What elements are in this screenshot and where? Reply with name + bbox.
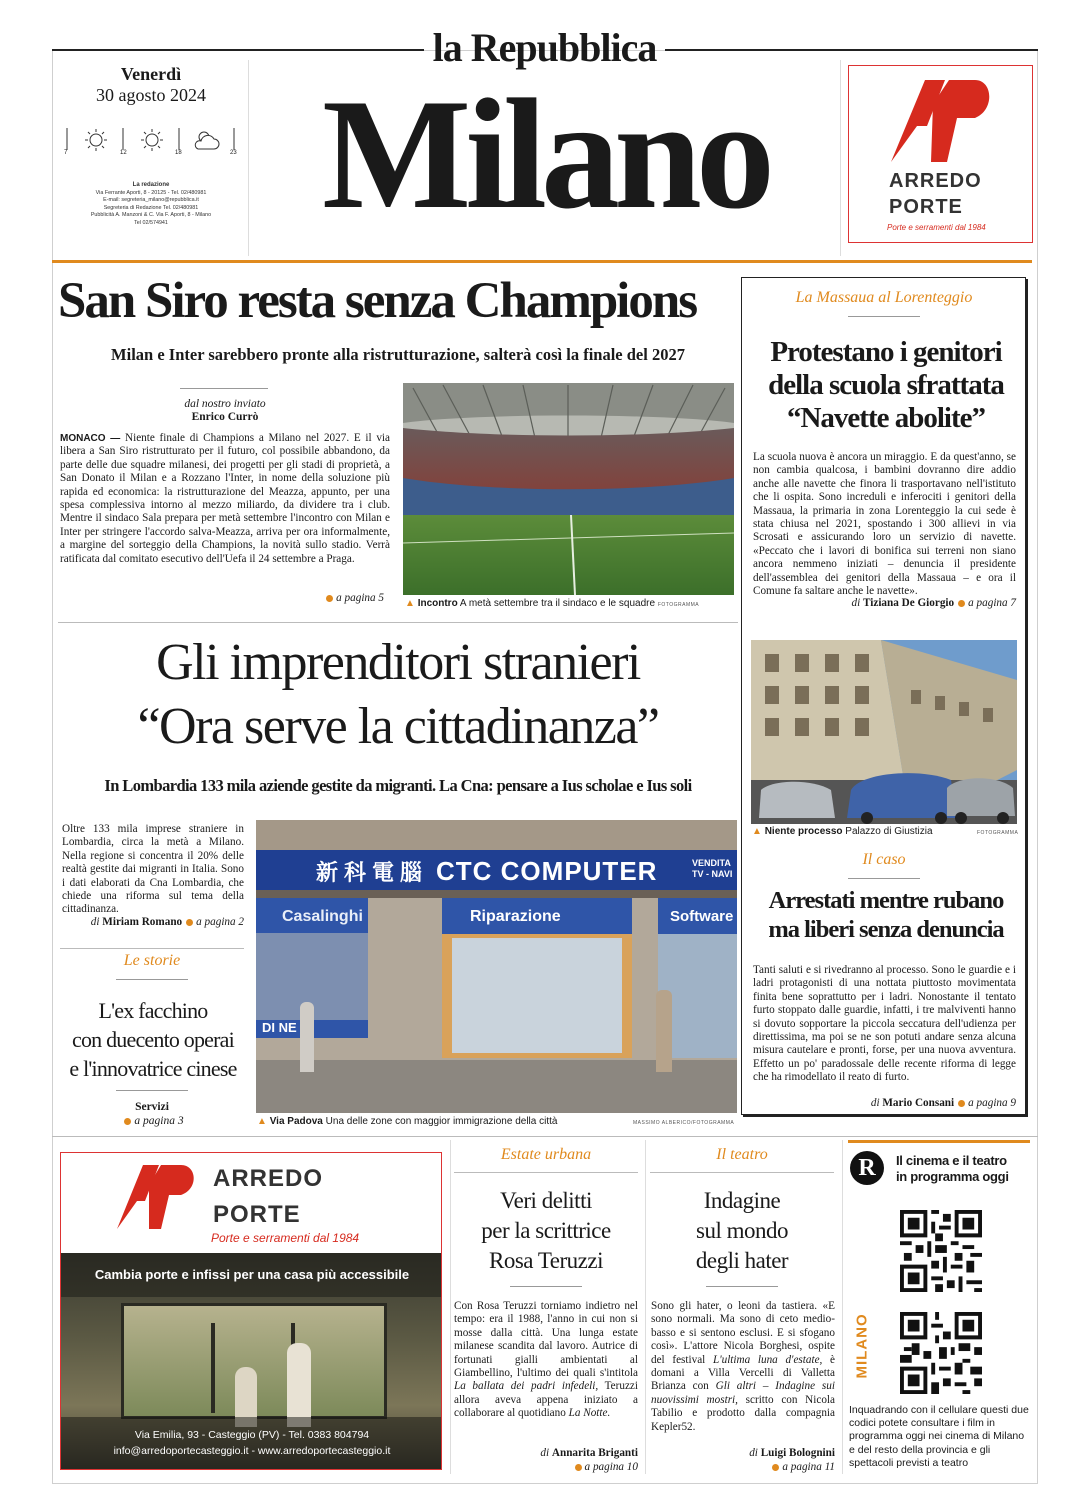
weather-strip: [64, 124, 240, 160]
qr-code-teatro-icon[interactable]: [900, 1312, 982, 1394]
lead-page-ref[interactable]: a pagina 5: [260, 592, 384, 604]
estate-kicker: Estate urbana: [500, 1146, 592, 1163]
ad-address: Via Emilia, 93 - Casteggio (PV) - Tel. 0383 804794: [134, 1429, 370, 1441]
brand-logo: la Repubblica: [432, 25, 657, 70]
lead-caption: ▲ Incontro A metà settembre tra il sindaco e le squadre FOTOGRAMMA: [405, 598, 700, 609]
shop-sign-chinese: 新科電腦: [316, 860, 429, 885]
city-title: Milano: [322, 67, 769, 242]
palazzo-caption: ▲ Niente processo Palazzo di Giustizia FOTOGRAMMA: [752, 826, 1019, 837]
repubblica-r-icon: R: [850, 1151, 884, 1185]
lead-subtitle: Milan e Inter sarebbero pronte alla ristrutturazione, salterà così la finale del 2027: [111, 345, 685, 364]
teatro-kicker: Il teatro: [716, 1146, 768, 1163]
sun-icon: [141, 129, 163, 151]
second-subtitle: In Lombardia 133 mila aziende gestite da migranti. La Cna: pensare a Ius scholae e Ius soli: [104, 776, 692, 795]
second-title-1[interactable]: Gli imprenditori stranieri: [156, 634, 640, 691]
weekday: Venerdì: [120, 64, 182, 84]
ad-brand-1: ARREDO: [213, 1165, 324, 1192]
second-byline[interactable]: di Miriam Romano a pagina 2: [90, 916, 244, 928]
qr-code-cinema-icon[interactable]: [900, 1210, 982, 1292]
cloud-sun-icon: [195, 132, 219, 149]
ad-web: info@arredoportecasteggio.it - www.arredoportecasteggio.it: [113, 1445, 391, 1457]
ad-tagline: Porte e serramenti dal 1984: [887, 223, 986, 232]
estate-byline[interactable]: di Annarita Briganti a pagina 10: [540, 1447, 638, 1473]
cinema-instructions: Inquadrando con il cellulare questi due codici potete consultare i film in programma oggi nei cinema di Milano e del resto della provincia e gli spettacoli previsti a teatro: [849, 1404, 1029, 1469]
ad-top[interactable]: [848, 65, 1033, 243]
caso-text: Tanti saluti e si rivedranno al processo. Sono le guardie e i ladri protagonisti di una nottata piuttosto movimentata finita bene soprattutto per i ladri. Nonostante il tentato furto stoppato dalle guardie, infatti, i tre malviventi hanno si dovuto sopportare la piccola seccatura dell'udienza per direttissima, ma poi se ne son potuti andare senza alcuna misura cautelare e pronti, forse, per una nuova avventura. Effetto un po' paradossale delle recente riforma di legge che ha rimodellato il reato di furto.: [753, 964, 1016, 1084]
cinema-heading: Il cinema e il teatro in programma oggi: [896, 1153, 1009, 1184]
massaua-title[interactable]: Protestano i genitori della scuola sfrattata “Navette abolite”: [768, 336, 1004, 434]
issue-date: 30 agosto 2024: [96, 85, 206, 105]
stories-title[interactable]: L'ex facchino con duecento operai e l'innovatrice cinese: [69, 998, 237, 1081]
teatro-byline[interactable]: di Luigi Bolognini a pagina 11: [749, 1447, 835, 1473]
shop-photo: [256, 820, 737, 1113]
second-title-2[interactable]: “Ora serve la cittadinanza”: [137, 698, 659, 755]
stories-ref[interactable]: Servizi a pagina 3: [60, 1100, 244, 1128]
redazione-box: La redazione Via Ferrante Aporti, 8 - 20125 - Tel. 02/480981 E-mail: segreteria_milano@repubblica.it Segreteria di Redazione Tel. 02/480981 Pubblicità A. Manzoni & C. Via F. Aporti, 8 - Milano Tel 02/574941: [90, 182, 212, 226]
shop-sign-vendita: VENDITA TV - NAVI: [692, 858, 733, 879]
shop-sign-ctc: CTC COMPUTER: [436, 856, 658, 886]
teatro-text: Sono gli hater, o leoni da tastiera. «E sono normali. Ma sono di ceto medio-basso e si sentono esclusi. E si sfogano così». L'attore Nicola Borghesi, ospite del festival L'ultima luna d'estate, è domani a Villa Vercelli di Valletta Brianza con Gli altri – Indagine sui nuovissimi mostri, scritto con Nicola Tabilio e prodotto dalla compagnia Kepler52.: [651, 1300, 835, 1433]
ad-brand-1: ARREDO: [889, 170, 982, 192]
lead-byline: dal nostro inviato Enrico Currò: [184, 398, 266, 423]
stadium-photo: [403, 383, 734, 595]
massaua-kicker: La Massaua al Lorenteggio: [795, 289, 973, 306]
ad-bottom[interactable]: [60, 1152, 442, 1470]
estate-title[interactable]: Veri delitti per la scrittrice Rosa Teruzzi: [481, 1188, 611, 1273]
shop-riparazione: Riparazione: [470, 908, 561, 925]
ad-brand-2: PORTE: [213, 1201, 301, 1228]
caso-byline[interactable]: di Mario Consani a pagina 9: [870, 1097, 1016, 1109]
ad-brand-2: PORTE: [889, 196, 963, 218]
sun-icon: [85, 129, 107, 151]
palazzo-photo: [751, 640, 1017, 824]
shop-caption: ▲ Via Padova Una delle zone con maggior immigrazione della città MASSIMO ALBERICO/FOTOGRAMMA: [257, 1116, 735, 1127]
shop-sign-partial: DI NE: [262, 1020, 297, 1035]
second-text: Oltre 133 mila imprese straniere in Lombardia, circa la metà a Milano. Nella regione si concentra il 20% delle realtà gestite dai migranti in Italia. Sono i dati elaborati da Cna Lombardia, che chiede una riforma sul tema della cittadinanza.: [62, 823, 244, 916]
shop-casalinghi: Casalinghi: [282, 908, 363, 925]
estate-text: Con Rosa Teruzzi torniamo indietro nel tempo: era il 1988, l'anno in cui non si mosse dalla città. Una lunga estate milanese scandita dal lavoro. Autrice di fortunati gialli ambientati al Giambellino, l'ultimo dei quali s'intitola La ballata dei padri infedeli, Teruzzi allora aveva appena iniziato a collaborare al quotidiano La Notte.: [454, 1300, 638, 1420]
caso-title[interactable]: Arrestati mentre rubano ma liberi senza denuncia: [768, 887, 1004, 943]
ad-tagline: Porte e serramenti dal 1984: [211, 1231, 360, 1245]
shop-software: Software: [670, 908, 734, 925]
arredo-porte-logo: [887, 74, 997, 166]
lead-title[interactable]: San Siro resta senza Champions: [58, 273, 697, 329]
massaua-text: La scuola nuova è ancora un miraggio. E da quest'anno, se non cambia qualcosa, i bambini dovranno dire addio anche alle navette che finora li trasportavano nell'istituto che li ospita. Sono increduli e inferociti i genitori della Massaua, la primaria in zona Lorenteggio la cui sede è stata chiusa nel 2021, spostando i 300 allievi in via Scrosati e assicurando loro un servizio di navette. «Peccato che i lavori di bonifica sui terreni non siano ancora nemmeno iniziati – denuncia il presidente dell'assemblea dei genitori della Massaua – e ora il Comune fa saltare anche le navette».: [753, 451, 1016, 598]
lead-text: MONACO — Niente finale di Champions a Milano nel 2027. E il via libera a San Siro ristrutturato per il futuro, col possibile abbandono, da parte delle due squadre milanesi, dei progetti per gli stadi di proprietà, a San Donato il Milan e a Rozzano l'Inter, in nome della soluzione più rapida ed economica: la ristrutturazione del Meazza, appunto, per una spesa complessiva intorno al mezzo miliardo, da dividere tra i club. Mentre il sindaco Sala prepara per metà settembre l'incontro con Milan e Inter per stringere l'accordo salva-Meazza, arriva per ora informalmente, a margine del sorteggio della Champions, la novità sullo stadio. Verrà ratificata dal comitato esecutivo dell'Uefa il 24 settembre a Praga.: [60, 432, 391, 565]
stories-kicker: Le storie: [123, 952, 181, 969]
massaua-byline[interactable]: di Tiziana De Giorgio a pagina 7: [851, 597, 1016, 609]
caso-kicker: Il caso: [862, 851, 906, 868]
date-box: [62, 64, 240, 106]
cinema-side-label: MILANO: [853, 1313, 871, 1379]
arredo-porte-logo: [115, 1161, 199, 1233]
teatro-title[interactable]: Indagine sul mondo degli hater: [695, 1188, 789, 1273]
ad-slogan: Cambia porte e infissi per una casa più accessibile: [94, 1267, 410, 1282]
